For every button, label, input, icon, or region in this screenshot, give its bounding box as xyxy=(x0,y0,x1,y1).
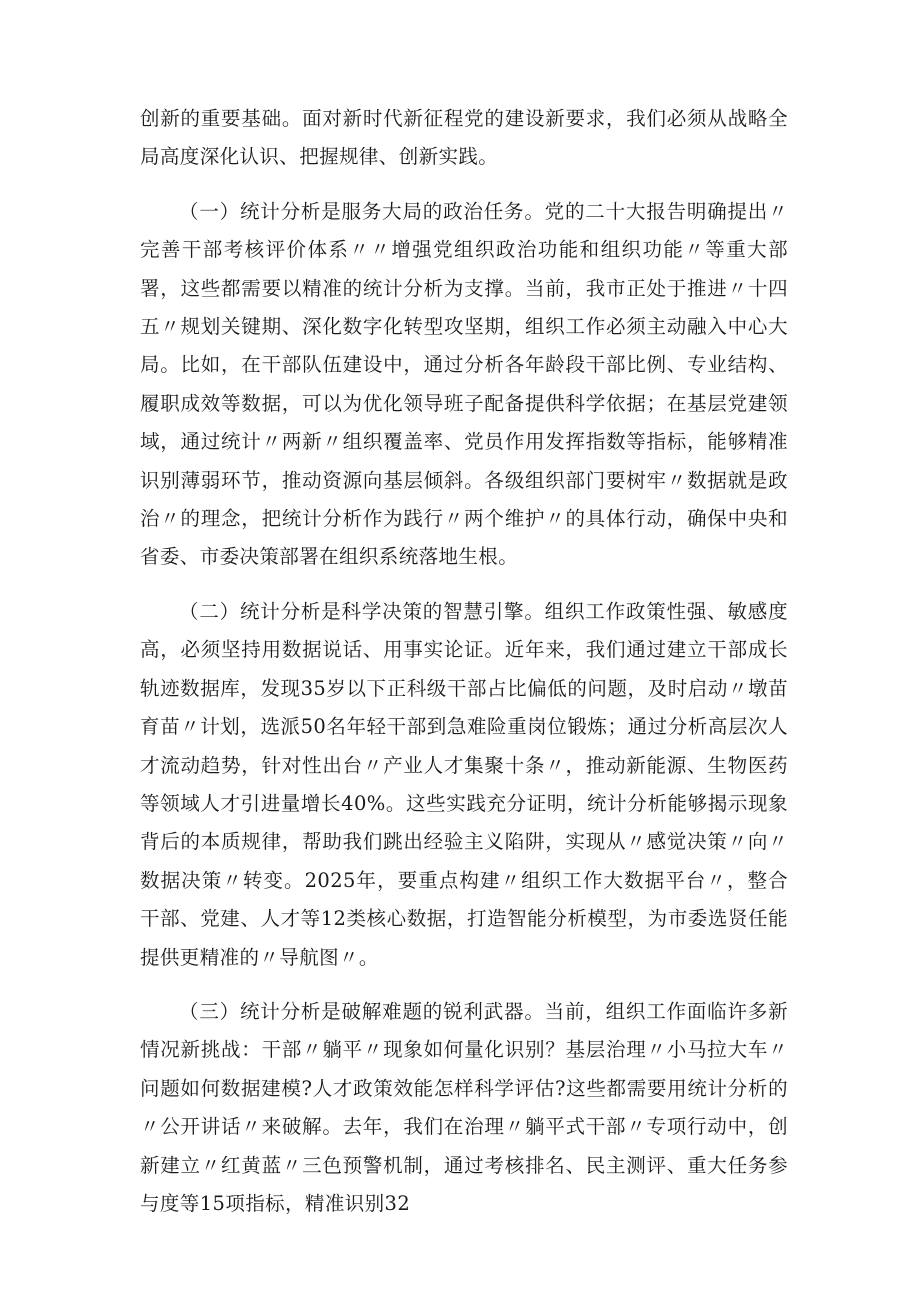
paragraph-section-one: （一）统计分析是服务大局的政治任务。党的二十大报告明确提出〃完善干部考核评价体系〃〃增强党组织政治功能和组织功能〃等重大部署，这些都需要以精准的统计分析为支撑。当前，我市正处于推进〃十四五〃规划关键期、深化数字化转型攻坚期，组织工作必须主动融入中心大局。比如，在干部队伍建设中，通过分析各年龄段干部比例、专业结构、履职成效等数据，可以为优化领导班子配备提供科学依据；在基层党建领域，通过统计〃两新〃组织覆盖率、党员作用发挥指数等指标，能够精准识别薄弱环节，推动资源向基层倾斜。各级组织部门要树牢〃数据就是政治〃的理念，把统计分析作为践行〃两个维护〃的具体行动，确保中央和省委、市委决策部署在组织系统落地生根。 xyxy=(140,199,788,569)
paragraph-section-three: （三）统计分析是破解难题的锐利武器。当前，组织工作面临许多新情况新挑战：干部〃躺平〃现象如何量化识别？基层治理〃小马拉大车〃问题如何数据建模?人才政策效能怎样科学评估?这些都需要用统计分析的〃公开讲话〃来破解。去年，我们在治理〃躺平式干部〃专项行动中，创新建立〃红黄蓝〃三色预警机制，通过考核排名、民主测评、重大任务参与度等15项指标，精准识别32 xyxy=(140,999,788,1215)
paragraph-section-two: （二）统计分析是科学决策的智慧引擎。组织工作政策性强、敏感度高，必须坚持用数据说话、用事实论证。近年来，我们通过建立干部成长轨迹数据库，发现35岁以下正科级干部占比偏低的问题，及时启动〃墩苗育苗〃计划，选派50名年轻干部到急难险重岗位锻炼；通过分析高层次人才流动趋势，针对性出台〃产业人才集聚十条〃，推动新能源、生物医药等领域人才引进量增长40%。这些实践充分证明，统计分析能够揭示现象背后的本质规律，帮助我们跳出经验主义陷阱，实现从〃感觉决策〃向〃数据决策〃转变。2025年，要重点构建〃组织工作大数据平台〃，整合干部、党建、人才等12类核心数据，打造智能分析模型，为市委选贤任能提供更精准的〃导航图〃。 xyxy=(140,599,788,969)
paragraph-continuation: 创新的重要基础。面对新时代新征程党的建设新要求，我们必须从战略全局高度深化认识、把握规律、创新实践。 xyxy=(140,107,788,169)
